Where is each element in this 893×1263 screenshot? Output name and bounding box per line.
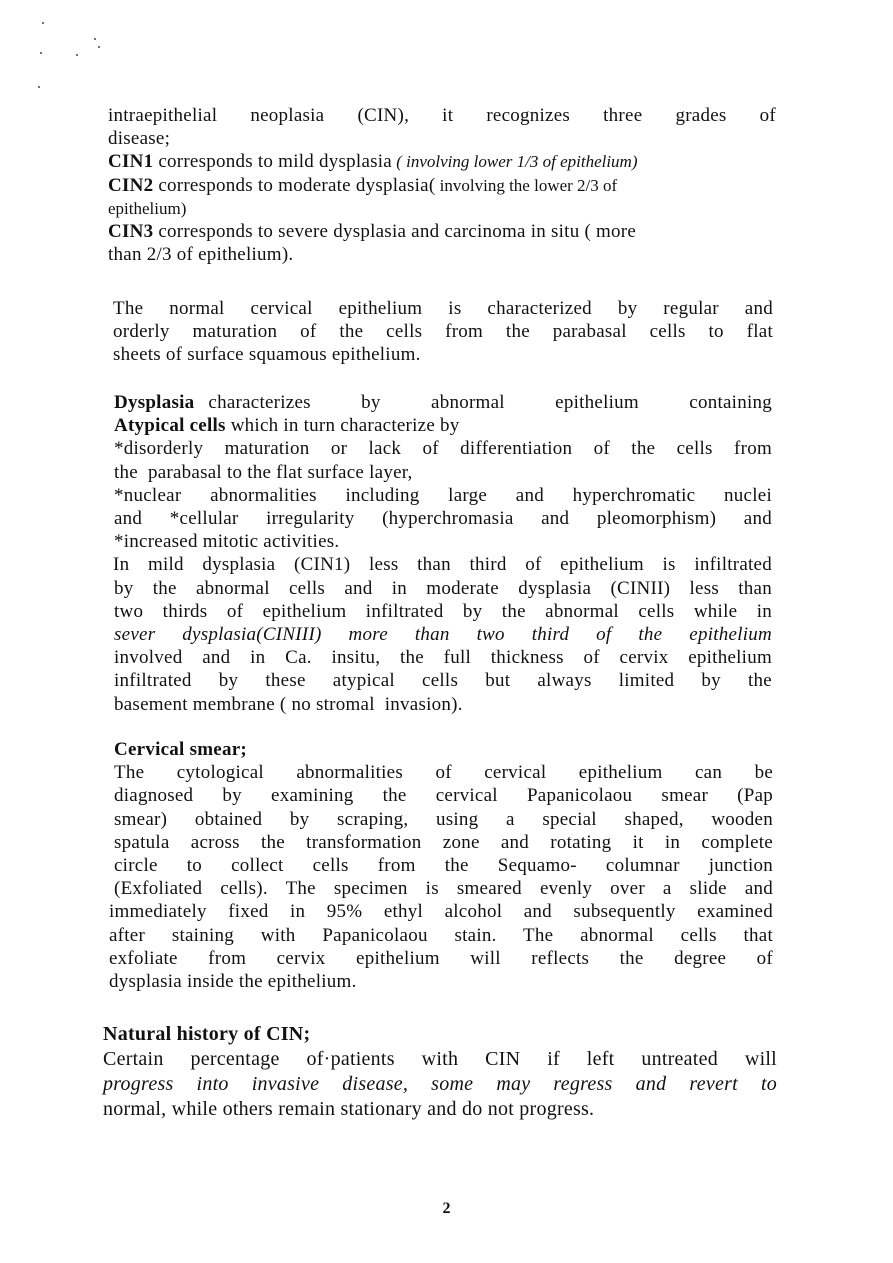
text-line: sever dysplasia(CINIII) more than two third of the epithelium [114, 624, 772, 646]
text-line [103, 1072, 777, 1097]
scan-specks [30, 14, 110, 94]
text-line: infiltrated by these atypical cells but always limited by the [114, 670, 772, 692]
page-number: 2 [442, 1200, 451, 1217]
text-line: sheets of surface squamous epithelium. [113, 344, 421, 366]
text-line: which in turn characterize by [225, 415, 460, 437]
cin1-text: corresponds to mild dysplasia [153, 151, 392, 173]
normal-epithelium-paragraph [113, 297, 773, 367]
dysplasia-term: Dysplasia [114, 392, 195, 413]
text-line: dysplasia inside the epithelium. [109, 971, 357, 993]
text-line: involved and in Ca. insitu, the full thickness of cervix epithelium [114, 647, 772, 669]
cin1-note: ( involving lower 1/3 of epithelium) [391, 152, 638, 172]
text-line: The cytological abnormalities of cervical epithelium can be [114, 762, 773, 784]
text-line: by the abnormal cells and in moderate dysplasia (CINII) less than [114, 577, 772, 599]
cin2-text: corresponds to moderate dysplasia( [153, 174, 436, 196]
dysplasia-paragraph [114, 391, 772, 716]
text-line: In mild dysplasia (CIN1) less than third of epithelium is infiltrated [113, 554, 772, 576]
text-line: smear) obtained by scraping, using a special shaped, wooden [114, 808, 773, 830]
text-line: *nuclear abnormalities including large and hyperchromatic nuclei [114, 484, 772, 506]
text-line: the parabasal to the flat surface layer, [114, 461, 413, 483]
cin2-term: CIN2 [108, 174, 154, 196]
natural-history-heading: Natural history of CIN; [103, 1023, 311, 1045]
cin2-line [108, 174, 776, 197]
text-line: immediately fixed in 95% ethyl alcohol and subsequently examined [109, 901, 773, 923]
cin2-note: involving the lower 2/3 of [435, 175, 618, 195]
text-line: circle to collect cells from the Sequamo- columnar junction [114, 855, 773, 877]
text-line: Certain percentage of·patients with CIN if left untreated will [103, 1048, 777, 1070]
cin3-term: CIN3 [108, 221, 154, 243]
cin-grades-section [108, 104, 776, 266]
cin2-cont: epithelium) [108, 198, 187, 218]
text-line: The normal cervical epithelium is characterized by regular and [113, 298, 773, 319]
cin3-text: corresponds to severe dysplasia and carcinoma in situ ( more [153, 221, 637, 243]
natural-history-section [103, 1022, 777, 1122]
atypical-line [114, 414, 772, 437]
cervical-smear-heading: Cervical smear; [114, 739, 247, 760]
text-line: *disorderly maturation or lack of differentiation of the cells from [114, 438, 772, 460]
cin3-line [108, 220, 776, 243]
cin3-cont: than 2/3 of epithelium). [108, 244, 294, 266]
atypical-term: Atypical cells [114, 415, 226, 437]
text-line: (Exfoliated cells). The specimen is smeared evenly over a slide and [114, 878, 773, 900]
text-line: basement membrane ( no stromal invasion). [114, 693, 463, 715]
text-line: orderly maturation of the cells from the parabasal cells to flat [113, 321, 773, 343]
text-line: exfoliate from cervix epithelium will reflects the degree of [109, 947, 773, 969]
text-line: characterizes by abnormal epithelium containing [208, 392, 772, 413]
text-line: *increased mitotic activities. [114, 531, 340, 553]
cin1-line [108, 150, 776, 173]
text-span: progress into invasive disease, some may regress and revert to [103, 1073, 777, 1095]
cervical-smear-section [109, 738, 773, 993]
dysplasia-line [114, 391, 772, 414]
text-line: disease; [108, 128, 171, 150]
text-line: normal, while others remain stationary and do not progress. [103, 1098, 595, 1120]
text-line: and *cellular irregularity (hyperchromasia and pleomorphism) and [114, 508, 772, 530]
text-line: after staining with Papanicolaou stain. The abnormal cells that [109, 924, 773, 946]
text-line: intraepithelial neoplasia (CIN), it recognizes three grades of [108, 105, 776, 126]
cin1-term: CIN1 [108, 151, 154, 173]
text-line: two thirds of epithelium infiltrated by the abnormal cells while in [114, 600, 772, 622]
text-line: spatula across the transformation zone and rotating it in complete [114, 831, 773, 853]
text-line: diagnosed by examining the cervical Papanicolaou smear (Pap [114, 785, 773, 807]
